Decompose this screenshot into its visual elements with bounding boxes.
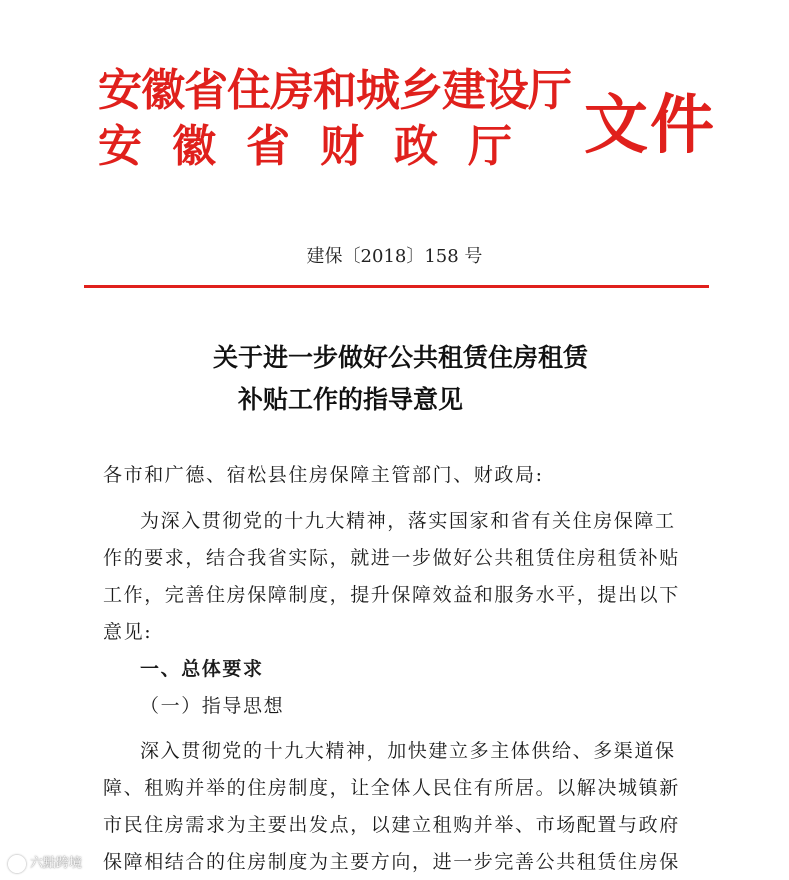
document-title-line-2: 补贴工作的指导意见 [237, 385, 463, 414]
subsection-heading: （一）指导思想 [140, 695, 285, 717]
watermark-logo-icon [8, 855, 26, 873]
document-title-line-1: 关于进一步做好公共租赁住房租赁 [212, 343, 588, 372]
paragraph-2-line-2: 障、租购并举的住房制度，让全体人民住有所居。以解决城镇新 [103, 777, 680, 799]
paragraph-1-line-2: 作的要求，结合我省实际，就进一步做好公共租赁住房租赁补贴 [103, 547, 680, 569]
paragraph-2-line-1: 深入贯彻党的十九大精神，加快建立多主体供给、多渠道保 [140, 740, 676, 762]
paragraph-2-line-3: 市民住房需求为主要出发点，以建立租购并举、市场配置与政府 [103, 814, 680, 836]
issuer-finance-department: 安徽省财政厅 [98, 121, 542, 172]
paragraph-1-line-1: 为深入贯彻党的十九大精神，落实国家和省有关住房保障工 [140, 510, 676, 532]
document-header [98, 48, 718, 172]
red-divider [84, 285, 709, 288]
document-label: 文件 [584, 89, 716, 163]
salutation: 各市和广德、宿松县住房保障主管部门、财政局: [103, 464, 544, 486]
document-number: 建保〔2018〕158 号 [306, 246, 483, 267]
paragraph-1-line-4: 意见: [103, 621, 153, 643]
section-heading: 一、总体要求 [140, 658, 264, 680]
paragraph-1-line-3: 工作，完善住房保障制度，提升保障效益和服务水平，提出以下 [103, 584, 680, 606]
issuer-housing-department: 安徽省住房和城乡建设厅 [98, 65, 571, 116]
paragraph-2-line-4: 保障相结合的住房制度为主要方向，进一步完善公共租赁住房保 [103, 851, 680, 873]
watermark-text: 六點跨境 [30, 856, 83, 871]
watermark [8, 852, 82, 873]
